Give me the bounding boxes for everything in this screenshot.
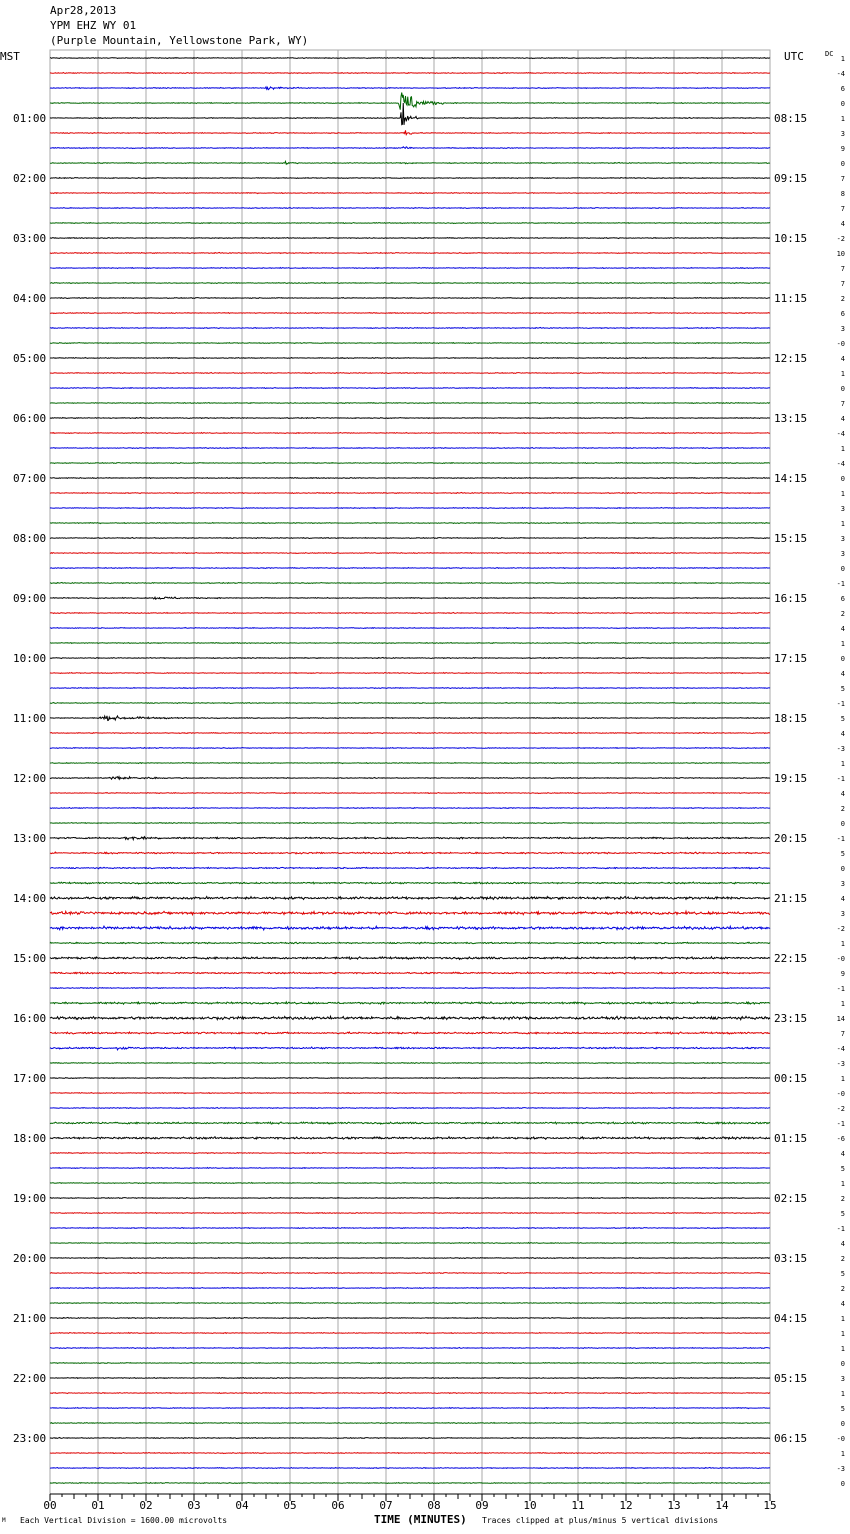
mst-hour-label: 21:00 <box>13 1312 47 1325</box>
trace-line <box>50 402 770 403</box>
utc-hour-label: 13:15 <box>774 412 808 425</box>
dc-offset-label: -1 <box>836 835 845 843</box>
dc-offset-label: 4 <box>840 220 845 228</box>
trace-line <box>50 298 770 299</box>
mst-hour-label: 03:00 <box>13 232 47 245</box>
dc-offset-label: 5 <box>840 1270 845 1278</box>
utc-hour-label: 06:15 <box>774 1432 808 1445</box>
trace-line <box>50 807 770 808</box>
trace-line <box>50 177 770 178</box>
mst-hour-label: 12:00 <box>13 772 47 785</box>
trace-line <box>50 477 770 478</box>
utc-hour-label: 19:15 <box>774 772 808 785</box>
mst-hour-label: 16:00 <box>13 1012 47 1025</box>
dc-offset-label: 2 <box>840 1285 845 1293</box>
trace-line <box>50 987 770 988</box>
dc-offset-label: 3 <box>840 1375 845 1383</box>
trace-line <box>50 762 770 763</box>
trace-line <box>50 1438 770 1439</box>
dc-offset-label: -6 <box>836 1135 845 1143</box>
dc-offset-label: 4 <box>840 730 845 738</box>
dc-offset-label: 10 <box>836 250 845 258</box>
trace-line <box>50 538 770 539</box>
plot-frame <box>50 50 770 1494</box>
dc-offset-label: -1 <box>836 700 845 708</box>
trace-line <box>50 1302 770 1303</box>
dc-offset-label: -3 <box>836 1060 845 1068</box>
mst-hour-label: 09:00 <box>13 592 47 605</box>
utc-hour-label: 09:15 <box>774 172 808 185</box>
trace-line <box>50 716 770 721</box>
mst-hour-label: 22:00 <box>13 1372 47 1385</box>
trace-line <box>50 926 770 930</box>
trace-line <box>50 103 770 125</box>
dc-offset-label: 1 <box>840 1180 845 1188</box>
trace-line <box>50 1152 770 1153</box>
utc-hour-label: 01:15 <box>774 1132 808 1145</box>
left-axis-title: MST <box>0 50 20 63</box>
trace-line <box>50 282 770 283</box>
trace-line <box>50 1062 770 1063</box>
mst-hour-label: 08:00 <box>13 532 47 545</box>
trace-line <box>50 793 770 794</box>
trace-line <box>50 267 770 268</box>
dc-offset-label: 8 <box>840 190 845 198</box>
dc-offset-label: 5 <box>840 715 845 723</box>
utc-hour-label: 23:15 <box>774 1012 808 1025</box>
trace-line <box>50 492 770 493</box>
trace-line <box>50 687 770 688</box>
dc-offset-label: 4 <box>840 1150 845 1158</box>
mst-hour-label: 01:00 <box>13 112 47 125</box>
trace-line <box>50 1212 770 1213</box>
trace-line <box>50 1392 770 1393</box>
dc-offset-label: 2 <box>840 805 845 813</box>
trace-line <box>50 237 770 238</box>
dc-offset-label: 7 <box>840 400 845 408</box>
trace-line <box>50 597 770 599</box>
trace-line <box>50 896 770 899</box>
x-tick-label: 03 <box>187 1499 201 1512</box>
utc-hour-label: 10:15 <box>774 232 808 245</box>
utc-hour-label: 04:15 <box>774 1312 808 1325</box>
trace-line <box>50 342 770 343</box>
trace-line <box>50 87 770 90</box>
trace-line <box>50 822 770 823</box>
dc-offset-label: 7 <box>840 175 845 183</box>
trace-line <box>50 447 770 448</box>
dc-offset-label: 4 <box>840 1300 845 1308</box>
mst-hour-label: 06:00 <box>13 412 47 425</box>
trace-line <box>50 1347 770 1348</box>
trace-line <box>50 852 770 854</box>
dc-offset-label: 1 <box>840 370 845 378</box>
trace-line <box>50 130 770 134</box>
trace-line <box>50 357 770 358</box>
dc-offset-label: 5 <box>840 1210 845 1218</box>
x-tick-label: 00 <box>43 1499 57 1512</box>
trace-line <box>50 1317 770 1318</box>
trace-line <box>50 1227 770 1228</box>
dc-offset-label: 5 <box>840 685 845 693</box>
dc-offset-label: 7 <box>840 1030 845 1038</box>
trace-line <box>50 777 770 780</box>
trace-line <box>50 93 770 110</box>
dc-offset-label: -3 <box>836 1465 845 1473</box>
dc-offset-label: 3 <box>840 910 845 918</box>
dc-offset-label: 1 <box>840 1000 845 1008</box>
utc-hour-label: 02:15 <box>774 1192 808 1205</box>
dc-offset-label: 1 <box>840 640 845 648</box>
dc-offset-label: 7 <box>840 205 845 213</box>
utc-hour-label: 16:15 <box>774 592 808 605</box>
mst-hour-label: 07:00 <box>13 472 47 485</box>
trace-line <box>50 1422 770 1423</box>
mst-hour-label: 15:00 <box>13 952 47 965</box>
trace-line <box>50 1332 770 1333</box>
mst-hour-label: 02:00 <box>13 172 47 185</box>
x-tick-label: 01 <box>91 1499 105 1512</box>
dc-offset-label: 0 <box>840 100 845 108</box>
dc-offset-label: 1 <box>840 1075 845 1083</box>
dc-offset-label: 3 <box>840 505 845 513</box>
dc-offset-label: 4 <box>840 670 845 678</box>
trace-line <box>50 582 770 583</box>
trace-line <box>50 222 770 223</box>
utc-hour-label: 05:15 <box>774 1372 808 1385</box>
dc-offset-label: -1 <box>836 1225 845 1233</box>
corner-mark: M <box>2 1517 6 1524</box>
trace-line <box>50 252 770 253</box>
x-tick-label: 12 <box>619 1499 633 1512</box>
dc-offset-label: 4 <box>840 1240 845 1248</box>
utc-hour-label: 11:15 <box>774 292 808 305</box>
dc-offset-label: 0 <box>840 385 845 393</box>
x-axis-title: TIME (MINUTES) <box>374 1513 467 1526</box>
trace-line <box>50 1122 770 1124</box>
trace-line <box>50 882 770 884</box>
dc-offset-label: 9 <box>840 970 845 978</box>
dc-offset-label: 5 <box>840 1405 845 1413</box>
dc-title: DC <box>825 50 834 58</box>
dc-offset-label: 5 <box>840 850 845 858</box>
mst-hour-label: 10:00 <box>13 652 47 665</box>
trace-line <box>50 867 770 869</box>
dc-offset-label: -4 <box>836 430 845 438</box>
x-tick-label: 08 <box>427 1499 441 1512</box>
dc-offset-label: 1 <box>840 1345 845 1353</box>
mst-hour-label: 18:00 <box>13 1132 47 1145</box>
trace-line <box>50 192 770 193</box>
dc-offset-label: -2 <box>836 925 845 933</box>
chart-location: (Purple Mountain, Yellowstone Park, WY) <box>50 34 309 47</box>
utc-hour-label: 18:15 <box>774 712 808 725</box>
x-tick-label: 06 <box>331 1499 345 1512</box>
x-tick-label: 04 <box>235 1499 249 1512</box>
trace-line <box>50 1452 770 1453</box>
trace-line <box>50 972 770 974</box>
dc-offset-label: -1 <box>836 985 845 993</box>
trace-line <box>50 1242 770 1243</box>
trace-line <box>50 1182 770 1183</box>
mst-hour-label: 04:00 <box>13 292 47 305</box>
dc-offset-label: -1 <box>836 580 845 588</box>
dc-offset-label: -2 <box>836 235 845 243</box>
trace-line <box>50 837 770 840</box>
dc-offset-label: 4 <box>840 625 845 633</box>
chart-station: YPM EHZ WY 01 <box>50 19 137 32</box>
trace-line <box>50 1167 770 1168</box>
utc-hour-label: 08:15 <box>774 112 808 125</box>
dc-offset-label: 4 <box>840 895 845 903</box>
dc-offset-label: 0 <box>840 475 845 483</box>
x-tick-label: 05 <box>283 1499 297 1512</box>
trace-line <box>50 552 770 553</box>
dc-offset-label: 2 <box>840 295 845 303</box>
trace-line <box>50 161 770 164</box>
dc-offset-label: 6 <box>840 595 845 603</box>
trace-line <box>50 628 770 629</box>
dc-offset-label: 1 <box>840 1450 845 1458</box>
dc-offset-label: 1 <box>840 445 845 453</box>
x-tick-label: 02 <box>139 1499 153 1512</box>
dc-offset-label: -0 <box>836 340 845 348</box>
utc-hour-label: 20:15 <box>774 832 808 845</box>
trace-line <box>50 1137 770 1140</box>
mst-hour-label: 23:00 <box>13 1432 47 1445</box>
dc-offset-label: 0 <box>840 820 845 828</box>
x-tick-label: 07 <box>379 1499 393 1512</box>
dc-offset-label: 4 <box>840 355 845 363</box>
trace-line <box>50 208 770 209</box>
dc-offset-label: -0 <box>836 955 845 963</box>
dc-offset-label: -0 <box>836 1435 845 1443</box>
trace-line <box>50 942 770 944</box>
dc-offset-label: 1 <box>840 520 845 528</box>
dc-offset-label: -4 <box>836 70 845 78</box>
trace-line <box>50 327 770 328</box>
dc-offset-label: 2 <box>840 610 845 618</box>
trace-line <box>50 1198 770 1199</box>
trace-line <box>50 1092 770 1093</box>
utc-hour-label: 00:15 <box>774 1072 808 1085</box>
mst-hour-label: 17:00 <box>13 1072 47 1085</box>
x-tick-label: 11 <box>571 1499 585 1512</box>
trace-line <box>50 1407 770 1408</box>
mst-hour-label: 13:00 <box>13 832 47 845</box>
trace-line <box>50 312 770 313</box>
dc-offset-label: 6 <box>840 310 845 318</box>
trace-line <box>50 1032 770 1034</box>
utc-hour-label: 22:15 <box>774 952 808 965</box>
dc-offset-label: 1 <box>840 490 845 498</box>
utc-hour-label: 12:15 <box>774 352 808 365</box>
dc-offset-label: 9 <box>840 145 845 153</box>
dc-offset-label: -4 <box>836 460 845 468</box>
dc-offset-label: 3 <box>840 550 845 558</box>
dc-offset-label: 0 <box>840 160 845 168</box>
dc-offset-label: -0 <box>836 1090 845 1098</box>
trace-line <box>50 672 770 673</box>
trace-line <box>50 1273 770 1274</box>
x-tick-label: 09 <box>475 1499 489 1512</box>
dc-offset-label: -1 <box>836 1120 845 1128</box>
trace-line <box>50 1108 770 1109</box>
trace-line <box>50 1016 770 1019</box>
trace-line <box>50 432 770 433</box>
utc-hour-label: 17:15 <box>774 652 808 665</box>
trace-line <box>50 1257 770 1258</box>
mst-hour-label: 05:00 <box>13 352 47 365</box>
trace-line <box>50 1467 770 1468</box>
utc-hour-label: 14:15 <box>774 472 808 485</box>
utc-hour-label: 21:15 <box>774 892 808 905</box>
dc-offset-label: 6 <box>840 85 845 93</box>
clip-note: Traces clipped at plus/minus 5 vertical divisions <box>482 1516 719 1525</box>
dc-offset-label: 1 <box>840 115 845 123</box>
trace-line <box>50 373 770 374</box>
utc-hour-label: 03:15 <box>774 1252 808 1265</box>
trace-line <box>50 747 770 748</box>
dc-offset-label: 3 <box>840 880 845 888</box>
dc-offset-label: 3 <box>840 535 845 543</box>
x-tick-label: 10 <box>523 1499 537 1512</box>
trace-line <box>50 147 770 149</box>
mst-hour-label: 19:00 <box>13 1192 47 1205</box>
trace-line <box>50 612 770 613</box>
dc-offset-label: 7 <box>840 265 845 273</box>
dc-offset-label: 0 <box>840 1480 845 1488</box>
trace-line <box>50 957 770 960</box>
right-axis-title: UTC <box>784 50 804 63</box>
trace-line <box>50 387 770 388</box>
dc-offset-label: 2 <box>840 1255 845 1263</box>
dc-offset-label: 3 <box>840 325 845 333</box>
dc-offset-label: 0 <box>840 1360 845 1368</box>
mst-hour-label: 14:00 <box>13 892 47 905</box>
trace-line <box>50 57 770 58</box>
dc-offset-label: 0 <box>840 1420 845 1428</box>
dc-offset-label: 1 <box>840 55 845 63</box>
trace-line <box>50 642 770 643</box>
trace-line <box>50 657 770 658</box>
dc-offset-label: 1 <box>840 1330 845 1338</box>
trace-line <box>50 703 770 704</box>
dc-offset-label: -2 <box>836 1105 845 1113</box>
trace-line <box>50 567 770 568</box>
dc-offset-label: 1 <box>840 940 845 948</box>
trace-line <box>50 1483 770 1484</box>
trace-line <box>50 522 770 523</box>
dc-offset-label: 0 <box>840 655 845 663</box>
dc-offset-label: 5 <box>840 1165 845 1173</box>
dc-offset-label: 3 <box>840 130 845 138</box>
dc-offset-label: 4 <box>840 790 845 798</box>
utc-hour-label: 15:15 <box>774 532 808 545</box>
trace-line <box>50 911 770 914</box>
trace-line <box>50 1077 770 1078</box>
dc-offset-label: -1 <box>836 775 845 783</box>
x-tick-label: 15 <box>763 1499 777 1512</box>
trace-line <box>50 507 770 508</box>
dc-offset-label: 2 <box>840 1195 845 1203</box>
dc-offset-label: 14 <box>836 1015 845 1023</box>
trace-line <box>50 1377 770 1378</box>
dc-offset-label: 1 <box>840 760 845 768</box>
dc-offset-label: 4 <box>840 415 845 423</box>
x-tick-label: 14 <box>715 1499 729 1512</box>
x-tick-label: 13 <box>667 1499 681 1512</box>
dc-offset-label: 1 <box>840 1390 845 1398</box>
trace-line <box>50 1287 770 1288</box>
dc-offset-label: 1 <box>840 1315 845 1323</box>
dc-offset-label: -3 <box>836 745 845 753</box>
chart-date: Apr28,2013 <box>50 4 117 17</box>
scale-note: Each Vertical Division = 1600.00 microvolts <box>20 1516 228 1525</box>
trace-line <box>50 732 770 733</box>
dc-offset-label: 0 <box>840 565 845 573</box>
trace-line <box>50 463 770 464</box>
dc-offset-label: 7 <box>840 280 845 288</box>
trace-line <box>50 1002 770 1005</box>
trace-line <box>50 72 770 73</box>
trace-line <box>50 1363 770 1364</box>
trace-line <box>50 1047 770 1050</box>
trace-line <box>50 417 770 418</box>
mst-hour-label: 11:00 <box>13 712 47 725</box>
dc-offset-label: 0 <box>840 865 845 873</box>
dc-offset-label: -4 <box>836 1045 845 1053</box>
mst-hour-label: 20:00 <box>13 1252 47 1265</box>
